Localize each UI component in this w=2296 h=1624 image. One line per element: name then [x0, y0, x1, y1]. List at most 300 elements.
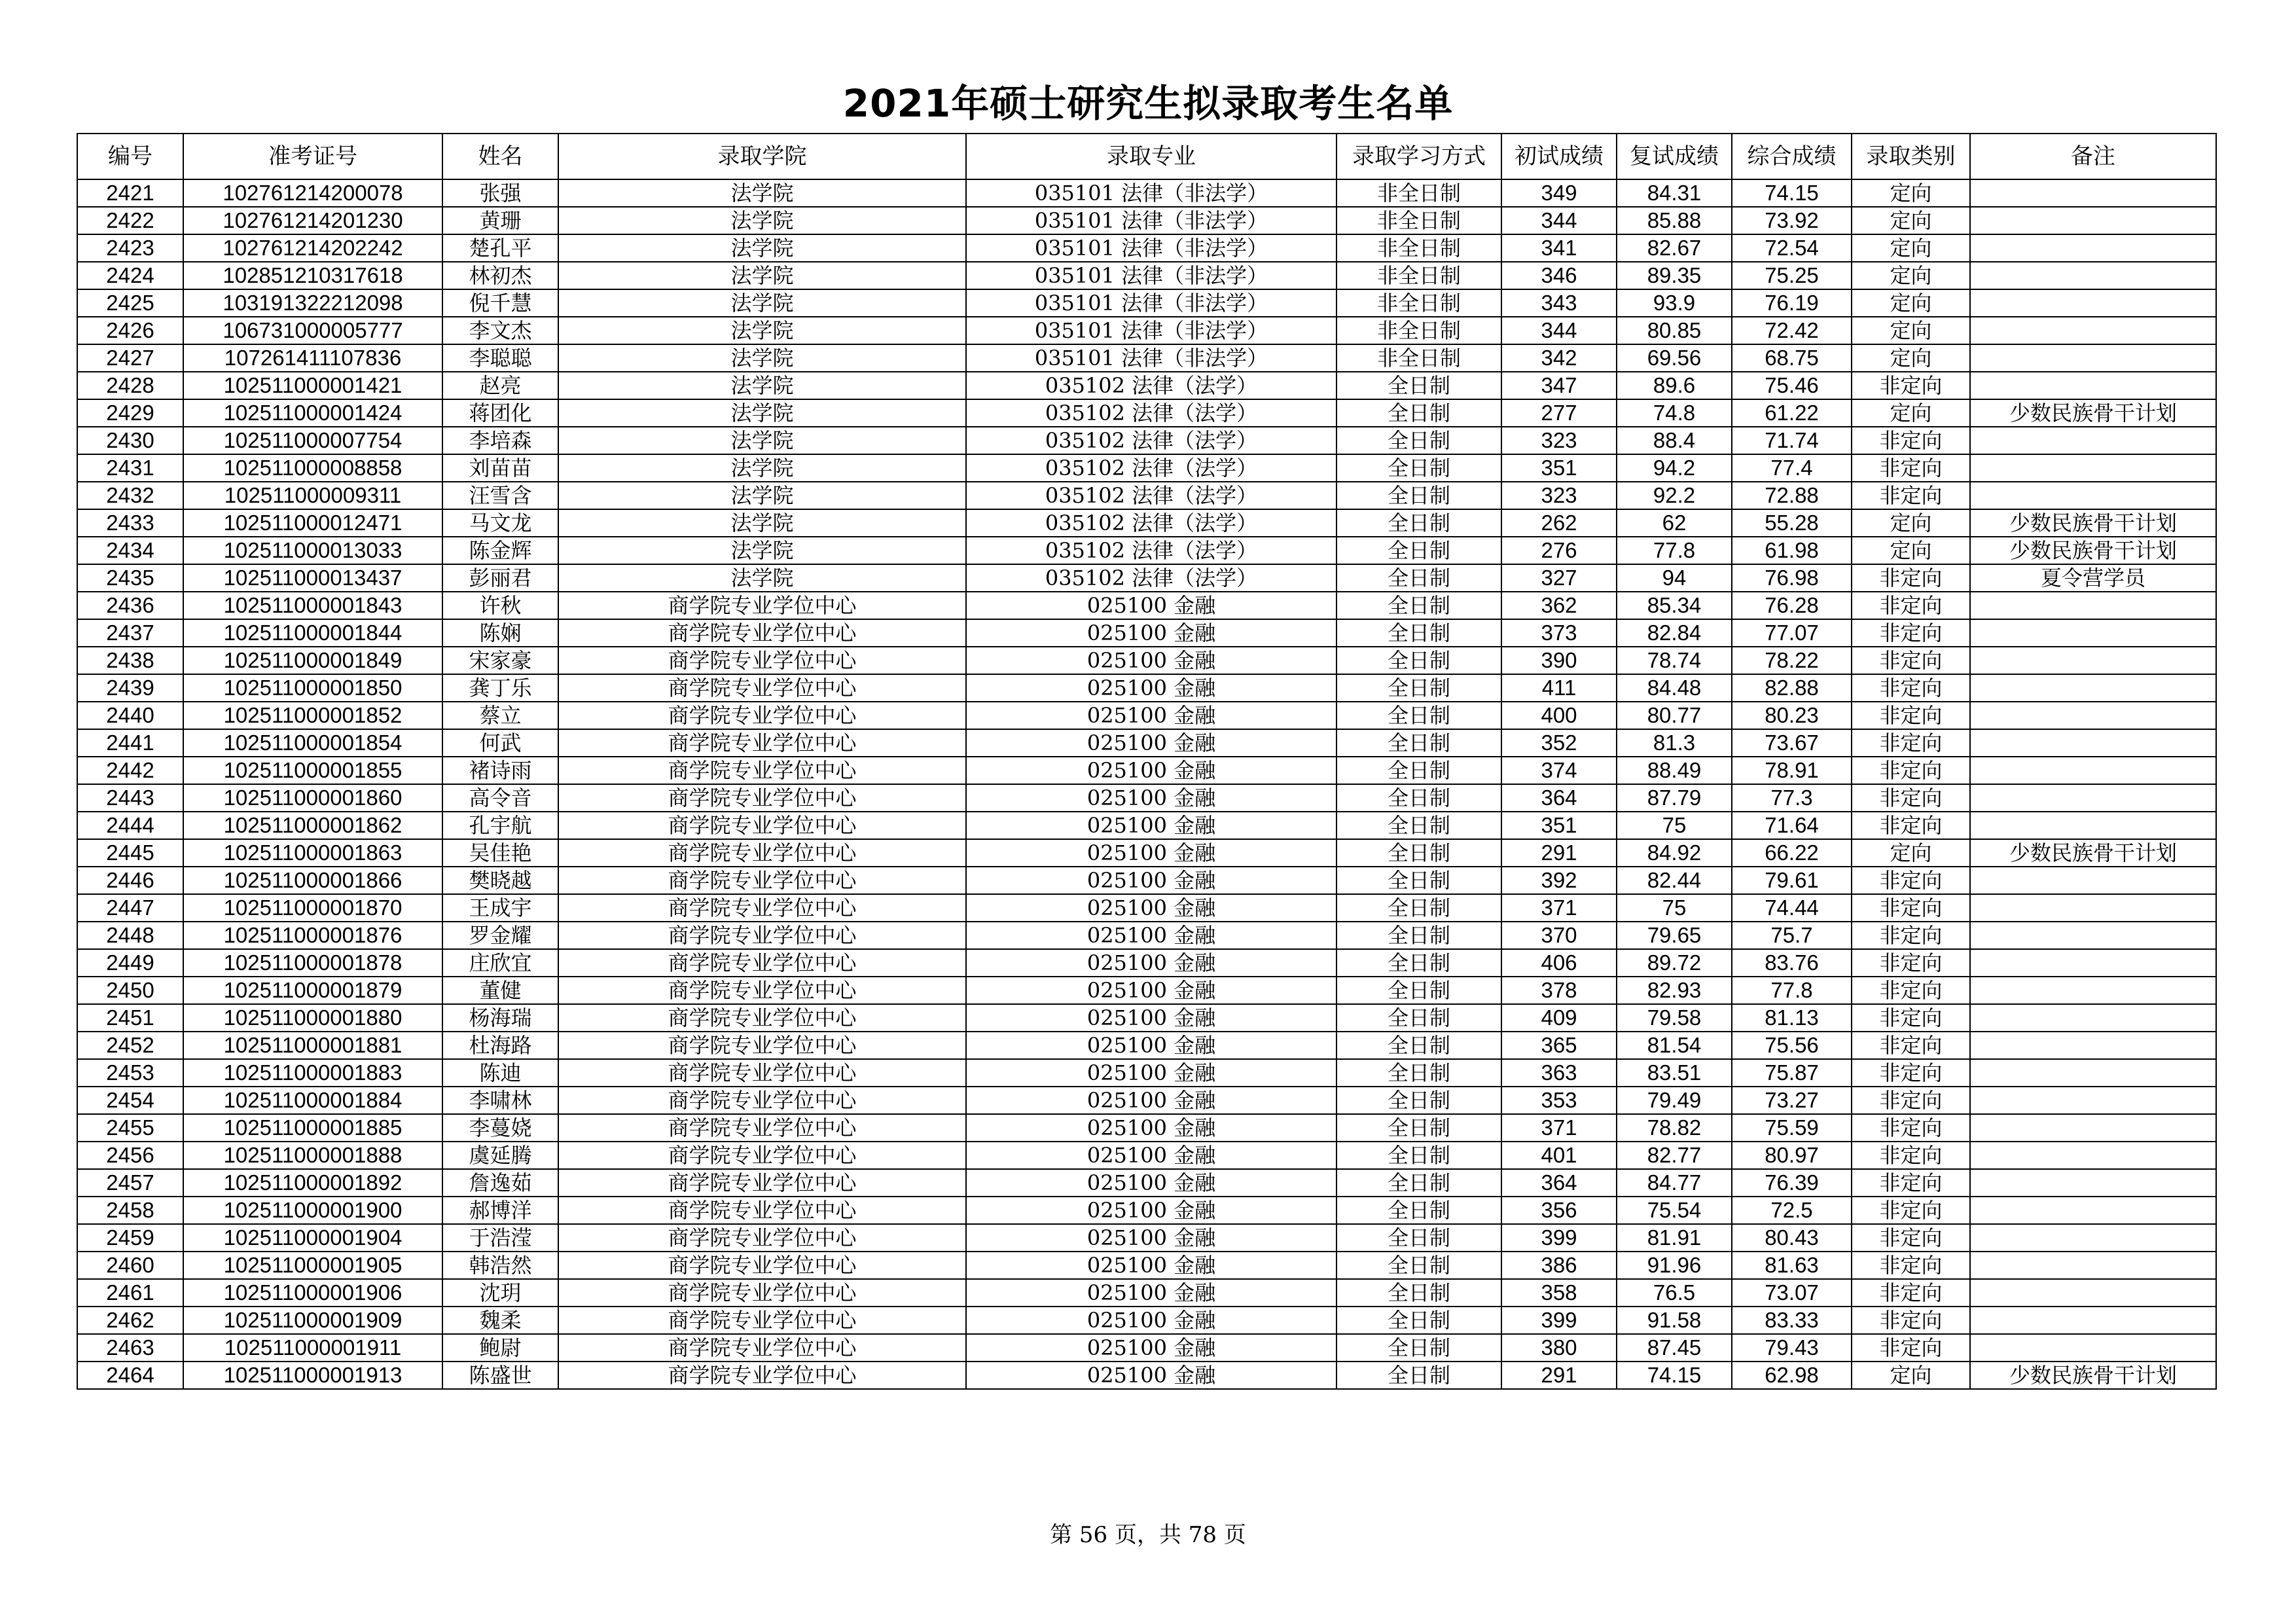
cell-total-score: 83.76: [1732, 949, 1852, 977]
cell-exam-id: 102511000001852: [183, 702, 442, 729]
cell-exam-id: 102511000001849: [183, 647, 442, 674]
cell-initial-score: 344: [1501, 317, 1617, 344]
cell-major: 025100 金融: [966, 1197, 1336, 1224]
cell-major: 025100 金融: [966, 1004, 1336, 1032]
cell-serial-number: 2443: [77, 784, 183, 812]
table-row: [77, 262, 2216, 289]
cell-initial-score: 342: [1501, 344, 1617, 372]
cell-exam-id: 102761214201230: [183, 207, 442, 234]
cell-study-mode: 全日制: [1336, 1032, 1501, 1059]
cell-study-mode: 全日制: [1336, 564, 1501, 592]
cell-study-mode: 全日制: [1336, 1197, 1501, 1224]
cell-category: 非定向: [1852, 812, 1970, 839]
cell-retest-score: 81.91: [1617, 1224, 1732, 1252]
cell-retest-score: 91.58: [1617, 1307, 1732, 1334]
cell-college: 法学院: [558, 427, 966, 454]
cell-initial-score: 353: [1501, 1087, 1617, 1114]
cell-exam-id: 102511000001854: [183, 729, 442, 757]
table-row: [77, 427, 2216, 454]
cell-serial-number: 2457: [77, 1169, 183, 1197]
cell-initial-score: 344: [1501, 207, 1617, 234]
cell-exam-id: 102511000012471: [183, 509, 442, 537]
cell-major: 025100 金融: [966, 949, 1336, 977]
cell-serial-number: 2430: [77, 427, 183, 454]
cell-total-score: 55.28: [1732, 509, 1852, 537]
cell-category: 非定向: [1852, 977, 1970, 1004]
cell-serial-number: 2440: [77, 702, 183, 729]
cell-college: 商学院专业学位中心: [558, 1087, 966, 1114]
cell-study-mode: 全日制: [1336, 454, 1501, 482]
table-row: [77, 289, 2216, 317]
cell-name: 李培森: [442, 427, 558, 454]
table-row: [77, 592, 2216, 619]
column-header-college: 录取学院: [558, 134, 966, 179]
cell-initial-score: 371: [1501, 894, 1617, 922]
cell-initial-score: 364: [1501, 784, 1617, 812]
cell-remark: [1970, 344, 2216, 372]
cell-major: 035101 法律（非法学）: [966, 317, 1336, 344]
cell-remark: [1970, 1059, 2216, 1087]
cell-exam-id: 102511000001879: [183, 977, 442, 1004]
cell-category: 非定向: [1852, 1334, 1970, 1362]
cell-college: 法学院: [558, 344, 966, 372]
cell-major: 025100 金融: [966, 1059, 1336, 1087]
cell-category: 非定向: [1852, 1087, 1970, 1114]
cell-college: 商学院专业学位中心: [558, 1334, 966, 1362]
cell-exam-id: 102511000009311: [183, 482, 442, 509]
cell-category: 定向: [1852, 399, 1970, 427]
cell-remark: [1970, 1279, 2216, 1307]
cell-study-mode: 非全日制: [1336, 207, 1501, 234]
cell-total-score: 74.44: [1732, 894, 1852, 922]
cell-exam-id: 102511000001870: [183, 894, 442, 922]
cell-major: 025100 金融: [966, 1114, 1336, 1142]
cell-major: 025100 金融: [966, 1032, 1336, 1059]
cell-initial-score: 365: [1501, 1032, 1617, 1059]
table-row: [77, 372, 2216, 399]
cell-initial-score: 370: [1501, 922, 1617, 949]
cell-initial-score: 399: [1501, 1307, 1617, 1334]
cell-name: 庄欣宜: [442, 949, 558, 977]
cell-remark: [1970, 1114, 2216, 1142]
cell-major: 025100 金融: [966, 619, 1336, 647]
cell-initial-score: 374: [1501, 757, 1617, 784]
cell-remark: 少数民族骨干计划: [1970, 839, 2216, 867]
cell-exam-id: 102511000001880: [183, 1004, 442, 1032]
cell-study-mode: 全日制: [1336, 867, 1501, 894]
table-body: [77, 179, 2216, 1389]
cell-name: 倪千慧: [442, 289, 558, 317]
cell-total-score: 82.88: [1732, 674, 1852, 702]
cell-exam-id: 102511000001884: [183, 1087, 442, 1114]
cell-category: 非定向: [1852, 1197, 1970, 1224]
cell-total-score: 61.22: [1732, 399, 1852, 427]
cell-initial-score: 409: [1501, 1004, 1617, 1032]
cell-retest-score: 93.9: [1617, 289, 1732, 317]
cell-major: 025100 金融: [966, 867, 1336, 894]
cell-serial-number: 2453: [77, 1059, 183, 1087]
cell-total-score: 80.43: [1732, 1224, 1852, 1252]
cell-retest-score: 94: [1617, 564, 1732, 592]
cell-name: 于浩滢: [442, 1224, 558, 1252]
cell-major: 025100 金融: [966, 674, 1336, 702]
cell-initial-score: 291: [1501, 1362, 1617, 1389]
table-header-row: [77, 134, 2216, 179]
cell-exam-id: 102511000001424: [183, 399, 442, 427]
cell-name: 马文龙: [442, 509, 558, 537]
cell-category: 定向: [1852, 262, 1970, 289]
table-row: [77, 784, 2216, 812]
cell-college: 商学院专业学位中心: [558, 1114, 966, 1142]
cell-exam-id: 102851210317618: [183, 262, 442, 289]
cell-study-mode: 非全日制: [1336, 344, 1501, 372]
admission-table: [77, 133, 2217, 1390]
cell-study-mode: 全日制: [1336, 729, 1501, 757]
cell-major: 025100 金融: [966, 1279, 1336, 1307]
cell-category: 非定向: [1852, 1169, 1970, 1197]
cell-exam-id: 107261411107836: [183, 344, 442, 372]
cell-name: 高令音: [442, 784, 558, 812]
cell-remark: [1970, 1032, 2216, 1059]
cell-total-score: 81.13: [1732, 1004, 1852, 1032]
cell-remark: [1970, 894, 2216, 922]
cell-remark: [1970, 179, 2216, 207]
column-header-category: 录取类别: [1852, 134, 1970, 179]
cell-total-score: 72.5: [1732, 1197, 1852, 1224]
cell-category: 非定向: [1852, 1032, 1970, 1059]
cell-remark: [1970, 757, 2216, 784]
cell-serial-number: 2427: [77, 344, 183, 372]
cell-serial-number: 2426: [77, 317, 183, 344]
cell-college: 法学院: [558, 234, 966, 262]
column-header-retest-score: 复试成绩: [1617, 134, 1732, 179]
cell-category: 非定向: [1852, 867, 1970, 894]
cell-study-mode: 全日制: [1336, 674, 1501, 702]
cell-study-mode: 全日制: [1336, 1169, 1501, 1197]
cell-college: 商学院专业学位中心: [558, 1224, 966, 1252]
cell-study-mode: 全日制: [1336, 812, 1501, 839]
cell-college: 法学院: [558, 372, 966, 399]
cell-category: 定向: [1852, 207, 1970, 234]
cell-major: 035101 法律（非法学）: [966, 289, 1336, 317]
cell-category: 非定向: [1852, 1059, 1970, 1087]
cell-retest-score: 82.84: [1617, 619, 1732, 647]
cell-retest-score: 94.2: [1617, 454, 1732, 482]
cell-name: 罗金耀: [442, 922, 558, 949]
cell-remark: [1970, 427, 2216, 454]
cell-remark: [1970, 674, 2216, 702]
table-row: [77, 757, 2216, 784]
cell-initial-score: 358: [1501, 1279, 1617, 1307]
cell-name: 樊晓越: [442, 867, 558, 894]
cell-major: 025100 金融: [966, 729, 1336, 757]
cell-college: 商学院专业学位中心: [558, 812, 966, 839]
cell-total-score: 62.98: [1732, 1362, 1852, 1389]
table-row: [77, 1032, 2216, 1059]
cell-major: 035101 法律（非法学）: [966, 262, 1336, 289]
cell-study-mode: 全日制: [1336, 949, 1501, 977]
cell-college: 商学院专业学位中心: [558, 674, 966, 702]
cell-total-score: 61.98: [1732, 537, 1852, 564]
column-header-major: 录取专业: [966, 134, 1336, 179]
cell-exam-id: 102511000001911: [183, 1334, 442, 1362]
cell-category: 非定向: [1852, 564, 1970, 592]
cell-exam-id: 102511000001909: [183, 1307, 442, 1334]
cell-retest-score: 78.82: [1617, 1114, 1732, 1142]
cell-college: 商学院专业学位中心: [558, 702, 966, 729]
cell-total-score: 80.97: [1732, 1142, 1852, 1169]
cell-total-score: 71.74: [1732, 427, 1852, 454]
cell-retest-score: 80.77: [1617, 702, 1732, 729]
cell-category: 非定向: [1852, 647, 1970, 674]
cell-college: 商学院专业学位中心: [558, 839, 966, 867]
cell-category: 非定向: [1852, 619, 1970, 647]
cell-initial-score: 351: [1501, 812, 1617, 839]
table-row: [77, 619, 2216, 647]
cell-total-score: 72.54: [1732, 234, 1852, 262]
cell-college: 商学院专业学位中心: [558, 867, 966, 894]
cell-total-score: 77.8: [1732, 977, 1852, 1004]
cell-serial-number: 2421: [77, 179, 183, 207]
cell-major: 025100 金融: [966, 757, 1336, 784]
cell-total-score: 75.25: [1732, 262, 1852, 289]
cell-study-mode: 非全日制: [1336, 234, 1501, 262]
cell-exam-id: 102761214202242: [183, 234, 442, 262]
cell-name: 刘苗苗: [442, 454, 558, 482]
table-row: [77, 509, 2216, 537]
cell-serial-number: 2423: [77, 234, 183, 262]
cell-exam-id: 102511000001905: [183, 1252, 442, 1279]
column-header-exam-id: 准考证号: [183, 134, 442, 179]
cell-total-score: 74.15: [1732, 179, 1852, 207]
cell-retest-score: 69.56: [1617, 344, 1732, 372]
cell-name: 陈娴: [442, 619, 558, 647]
cell-major: 025100 金融: [966, 647, 1336, 674]
cell-name: 詹逸茹: [442, 1169, 558, 1197]
cell-retest-score: 83.51: [1617, 1059, 1732, 1087]
cell-study-mode: 全日制: [1336, 1059, 1501, 1087]
cell-exam-id: 102511000001906: [183, 1279, 442, 1307]
cell-serial-number: 2456: [77, 1142, 183, 1169]
table-row: [77, 1087, 2216, 1114]
cell-major: 025100 金融: [966, 812, 1336, 839]
cell-initial-score: 401: [1501, 1142, 1617, 1169]
cell-major: 035102 法律（法学）: [966, 372, 1336, 399]
table-row: [77, 949, 2216, 977]
cell-category: 非定向: [1852, 1142, 1970, 1169]
cell-serial-number: 2441: [77, 729, 183, 757]
cell-serial-number: 2444: [77, 812, 183, 839]
cell-total-score: 68.75: [1732, 344, 1852, 372]
cell-retest-score: 76.5: [1617, 1279, 1732, 1307]
cell-exam-id: 102511000001885: [183, 1114, 442, 1142]
cell-retest-score: 87.45: [1617, 1334, 1732, 1362]
cell-remark: [1970, 234, 2216, 262]
cell-retest-score: 84.77: [1617, 1169, 1732, 1197]
cell-total-score: 79.61: [1732, 867, 1852, 894]
cell-exam-id: 102511000001863: [183, 839, 442, 867]
table-row: [77, 1362, 2216, 1389]
cell-college: 商学院专业学位中心: [558, 784, 966, 812]
cell-name: 吴佳艳: [442, 839, 558, 867]
cell-serial-number: 2436: [77, 592, 183, 619]
cell-exam-id: 102511000001878: [183, 949, 442, 977]
table-row: [77, 839, 2216, 867]
cell-exam-id: 106731000005777: [183, 317, 442, 344]
cell-category: 非定向: [1852, 784, 1970, 812]
cell-initial-score: 356: [1501, 1197, 1617, 1224]
cell-serial-number: 2450: [77, 977, 183, 1004]
cell-exam-id: 102511000007754: [183, 427, 442, 454]
cell-retest-score: 84.92: [1617, 839, 1732, 867]
cell-total-score: 72.42: [1732, 317, 1852, 344]
cell-serial-number: 2449: [77, 949, 183, 977]
cell-serial-number: 2461: [77, 1279, 183, 1307]
cell-retest-score: 81.54: [1617, 1032, 1732, 1059]
cell-remark: [1970, 812, 2216, 839]
table-row: [77, 894, 2216, 922]
cell-remark: [1970, 1087, 2216, 1114]
cell-category: 非定向: [1852, 757, 1970, 784]
cell-major: 025100 金融: [966, 592, 1336, 619]
cell-total-score: 75.7: [1732, 922, 1852, 949]
cell-college: 商学院专业学位中心: [558, 1004, 966, 1032]
cell-name: 宋家豪: [442, 647, 558, 674]
cell-initial-score: 411: [1501, 674, 1617, 702]
column-header-remark: 备注: [1970, 134, 2216, 179]
cell-category: 定向: [1852, 289, 1970, 317]
table-row: [77, 1169, 2216, 1197]
cell-college: 法学院: [558, 207, 966, 234]
cell-initial-score: 349: [1501, 179, 1617, 207]
cell-retest-score: 84.48: [1617, 674, 1732, 702]
cell-category: 非定向: [1852, 729, 1970, 757]
cell-exam-id: 102511000001855: [183, 757, 442, 784]
cell-exam-id: 102511000013437: [183, 564, 442, 592]
cell-serial-number: 2422: [77, 207, 183, 234]
cell-total-score: 75.87: [1732, 1059, 1852, 1087]
cell-name: 蒋团化: [442, 399, 558, 427]
table-row: [77, 317, 2216, 344]
cell-college: 法学院: [558, 564, 966, 592]
cell-study-mode: 全日制: [1336, 1307, 1501, 1334]
cell-college: 商学院专业学位中心: [558, 1252, 966, 1279]
cell-total-score: 77.3: [1732, 784, 1852, 812]
cell-study-mode: 全日制: [1336, 702, 1501, 729]
table-row: [77, 674, 2216, 702]
cell-college: 法学院: [558, 399, 966, 427]
cell-college: 法学院: [558, 482, 966, 509]
cell-exam-id: 102511000001900: [183, 1197, 442, 1224]
cell-remark: [1970, 619, 2216, 647]
table-row: [77, 1004, 2216, 1032]
cell-retest-score: 85.88: [1617, 207, 1732, 234]
cell-category: 非定向: [1852, 674, 1970, 702]
cell-exam-id: 102511000001844: [183, 619, 442, 647]
column-header-study-mode: 录取学习方式: [1336, 134, 1501, 179]
cell-study-mode: 全日制: [1336, 372, 1501, 399]
cell-retest-score: 75.54: [1617, 1197, 1732, 1224]
cell-category: 非定向: [1852, 427, 1970, 454]
cell-serial-number: 2434: [77, 537, 183, 564]
cell-college: 商学院专业学位中心: [558, 1169, 966, 1197]
table-row: [77, 537, 2216, 564]
cell-college: 商学院专业学位中心: [558, 647, 966, 674]
cell-name: 沈玥: [442, 1279, 558, 1307]
cell-name: 李文杰: [442, 317, 558, 344]
cell-major: 035102 法律（法学）: [966, 537, 1336, 564]
cell-college: 法学院: [558, 289, 966, 317]
cell-exam-id: 102511000001883: [183, 1059, 442, 1087]
table-row: [77, 234, 2216, 262]
cell-college: 商学院专业学位中心: [558, 1032, 966, 1059]
cell-total-score: 71.64: [1732, 812, 1852, 839]
cell-initial-score: 362: [1501, 592, 1617, 619]
cell-serial-number: 2463: [77, 1334, 183, 1362]
cell-retest-score: 77.8: [1617, 537, 1732, 564]
cell-total-score: 75.56: [1732, 1032, 1852, 1059]
cell-retest-score: 88.4: [1617, 427, 1732, 454]
cell-category: 非定向: [1852, 1004, 1970, 1032]
cell-study-mode: 全日制: [1336, 482, 1501, 509]
cell-retest-score: 79.65: [1617, 922, 1732, 949]
cell-category: 定向: [1852, 537, 1970, 564]
cell-remark: [1970, 1197, 2216, 1224]
cell-major: 035102 法律（法学）: [966, 509, 1336, 537]
cell-college: 商学院专业学位中心: [558, 1279, 966, 1307]
cell-category: 定向: [1852, 1362, 1970, 1389]
cell-name: 蔡立: [442, 702, 558, 729]
cell-name: 陈盛世: [442, 1362, 558, 1389]
cell-college: 法学院: [558, 454, 966, 482]
table-row: [77, 922, 2216, 949]
cell-study-mode: 非全日制: [1336, 179, 1501, 207]
cell-exam-id: 102761214200078: [183, 179, 442, 207]
cell-initial-score: 277: [1501, 399, 1617, 427]
cell-retest-score: 80.85: [1617, 317, 1732, 344]
cell-major: 035102 法律（法学）: [966, 399, 1336, 427]
cell-remark: [1970, 482, 2216, 509]
cell-study-mode: 全日制: [1336, 922, 1501, 949]
cell-remark: [1970, 702, 2216, 729]
cell-study-mode: 全日制: [1336, 509, 1501, 537]
cell-major: 025100 金融: [966, 1142, 1336, 1169]
cell-serial-number: 2435: [77, 564, 183, 592]
cell-initial-score: 352: [1501, 729, 1617, 757]
cell-retest-score: 91.96: [1617, 1252, 1732, 1279]
table-row: [77, 207, 2216, 234]
cell-study-mode: 全日制: [1336, 1087, 1501, 1114]
cell-study-mode: 全日制: [1336, 399, 1501, 427]
table-row: [77, 1307, 2216, 1334]
cell-name: 鲍尉: [442, 1334, 558, 1362]
cell-study-mode: 全日制: [1336, 537, 1501, 564]
cell-category: 非定向: [1852, 1279, 1970, 1307]
cell-college: 商学院专业学位中心: [558, 1307, 966, 1334]
cell-exam-id: 102511000001888: [183, 1142, 442, 1169]
table-row: [77, 1059, 2216, 1087]
cell-name: 赵亮: [442, 372, 558, 399]
cell-serial-number: 2452: [77, 1032, 183, 1059]
cell-total-score: 78.22: [1732, 647, 1852, 674]
cell-college: 商学院专业学位中心: [558, 949, 966, 977]
table-row: [77, 1279, 2216, 1307]
cell-retest-score: 75: [1617, 812, 1732, 839]
cell-name: 董健: [442, 977, 558, 1004]
cell-initial-score: 323: [1501, 427, 1617, 454]
cell-study-mode: 全日制: [1336, 839, 1501, 867]
cell-retest-score: 79.49: [1617, 1087, 1732, 1114]
